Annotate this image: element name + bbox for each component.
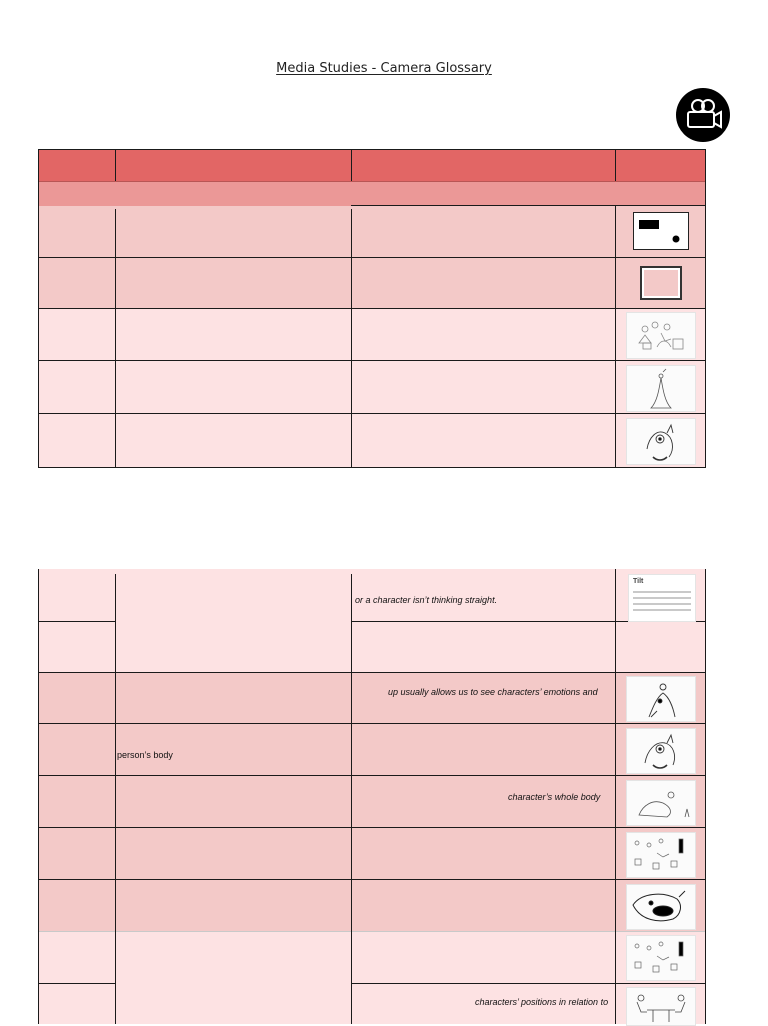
shot-sketch-thumbnail [626, 728, 696, 774]
table-row [38, 206, 706, 258]
table-row [38, 673, 706, 724]
shot-sketch-thumbnail [626, 987, 696, 1026]
shot-sketch-thumbnail [626, 832, 696, 878]
table-row [38, 932, 706, 1024]
table-row [38, 828, 706, 880]
table-row [38, 258, 706, 309]
shot-sketch-thumbnail [626, 935, 696, 981]
video-camera-icon [676, 88, 730, 142]
description-text: or a character isn’t thinking straight. [355, 595, 498, 605]
shot-sketch-thumbnail [626, 884, 696, 930]
shot-sketch-thumbnail [626, 365, 696, 412]
description-text: characters’ positions in relation to [475, 997, 609, 1007]
shot-sketch-thumbnail [626, 780, 696, 826]
glossary-table-bottom [38, 569, 706, 1024]
table-row [38, 776, 706, 828]
tilt-thumbnail [628, 574, 696, 622]
frame-border-thumbnail [640, 266, 682, 300]
section-row [38, 181, 706, 206]
tilt-heading: Tilt [633, 578, 644, 585]
document-title: Media Studies - Camera Glossary [276, 61, 492, 76]
table-row [38, 414, 706, 468]
table-row [38, 309, 706, 361]
description-text: up usually allows us to see characters’ emotions and [388, 687, 598, 697]
table-header-row [38, 149, 706, 181]
shot-sketch-thumbnail [626, 676, 696, 722]
table-row [38, 880, 706, 932]
shot-sketch-thumbnail [626, 312, 696, 359]
term-note-text: person’s body [117, 750, 173, 760]
framing-diagram-thumbnail [633, 212, 689, 250]
glossary-table-top [38, 149, 706, 468]
shot-sketch-thumbnail [626, 418, 696, 465]
table-row [38, 361, 706, 414]
description-text: character’s whole body [508, 792, 601, 802]
